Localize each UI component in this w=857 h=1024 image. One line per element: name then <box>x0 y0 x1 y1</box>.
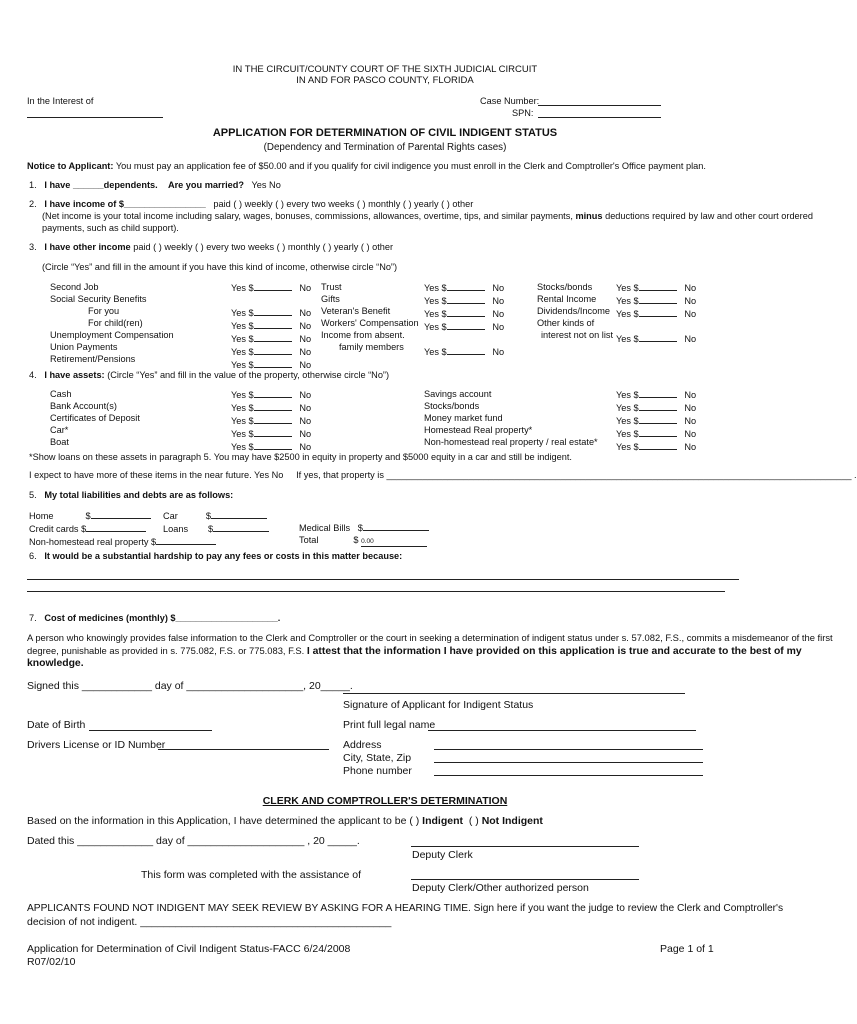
asset-money-market: Money market fund <box>424 413 503 423</box>
income-frequency[interactable]: paid ( ) weekly ( ) every two weeks ( ) monthly ( ) yearly ( ) other <box>213 199 474 209</box>
credit-label: Credit cards $ <box>29 524 87 534</box>
footer-revision: R07/02/10 <box>27 956 76 968</box>
assets-col2 <box>424 388 598 448</box>
amount-field[interactable] <box>447 307 485 317</box>
dollar-sign: $ <box>208 524 214 534</box>
yes-no-row[interactable] <box>424 281 504 294</box>
amount-field[interactable] <box>254 427 292 437</box>
yes-label[interactable]: Yes $ <box>616 309 639 319</box>
income-absent: Income from absent. <box>321 330 405 340</box>
no-label[interactable]: No <box>299 442 312 452</box>
city-label: City, State, Zip <box>343 752 412 764</box>
other-income-col3 <box>537 281 613 341</box>
income-unemployment: Unemployment Compensation <box>50 330 174 340</box>
item-5 <box>29 490 233 500</box>
assets-yesno-2 <box>616 388 696 453</box>
no-label[interactable]: No <box>492 347 505 357</box>
income-for-children: For child(ren) <box>88 318 143 328</box>
in-the-interest-label: In the Interest of <box>27 96 94 106</box>
dob-field[interactable] <box>89 730 212 731</box>
amount-field[interactable] <box>254 345 292 355</box>
dollar-sign: $ <box>357 523 363 533</box>
amount-field[interactable] <box>254 440 292 450</box>
case-number-label: Case Number: <box>480 96 540 106</box>
liabilities-col3 <box>299 521 429 547</box>
court-header <box>0 64 770 86</box>
yes-no-row[interactable] <box>424 294 504 307</box>
notice-label: Notice to Applicant: <box>27 161 114 171</box>
hardship-line-2[interactable] <box>27 591 725 592</box>
income-stocks: Stocks/bonds <box>537 282 593 292</box>
dob-label: Date of Birth <box>27 719 86 731</box>
assistance-label: This form was completed with the assistance of <box>141 869 362 881</box>
no-label[interactable]: No <box>492 322 505 332</box>
amount-field[interactable] <box>254 358 292 368</box>
income-rental: Rental Income <box>537 294 597 304</box>
no-label[interactable]: No <box>684 283 697 293</box>
spn-label: SPN: <box>512 108 534 118</box>
item-6 <box>29 551 402 561</box>
asset-bank: Bank Account(s) <box>50 401 117 411</box>
no-label[interactable]: No <box>684 296 697 306</box>
item-1 <box>29 180 281 190</box>
assets-label: I have assets: <box>44 370 105 380</box>
no-label[interactable]: No <box>684 390 697 400</box>
amount-field[interactable] <box>254 388 292 398</box>
item-5-num: 5. <box>29 490 37 500</box>
home-label: Home <box>29 511 54 521</box>
amount-field[interactable] <box>254 319 292 329</box>
phone-field[interactable] <box>434 775 703 776</box>
medical-label: Medical Bills <box>299 523 351 533</box>
no-label[interactable]: No <box>299 334 312 344</box>
yes-no-row[interactable] <box>616 294 696 307</box>
license-field[interactable] <box>158 749 329 750</box>
income-for-you: For you <box>88 306 120 316</box>
liability-nonhome[interactable] <box>29 535 216 548</box>
amount-field[interactable] <box>363 521 429 531</box>
expect-property-field[interactable]: If yes, that property is ___________________________________________________________________________________________ . <box>296 470 857 480</box>
deputy-other-line[interactable] <box>411 879 639 880</box>
no-label[interactable]: No <box>299 283 312 293</box>
yes-label[interactable]: Yes $ <box>231 347 254 357</box>
no-label[interactable]: No <box>684 429 697 439</box>
other-income-label: I have other income <box>44 242 131 252</box>
income-retirement: Retirement/Pensions <box>50 354 136 364</box>
yes-label[interactable]: Yes $ <box>616 416 639 426</box>
attest-statement: I attest that the information I have provided on this application is true and accurate to the best of my <box>306 646 802 657</box>
yes-label[interactable]: Yes $ <box>231 334 254 344</box>
yes-no-row[interactable] <box>616 281 696 294</box>
no-label[interactable]: No <box>299 360 312 370</box>
income-gifts: Gifts <box>321 294 340 304</box>
liability-car[interactable] <box>163 509 269 522</box>
form-subtitle: (Dependency and Termination of Parental Rights cases) <box>263 142 507 153</box>
review-line2[interactable]: decision of not indigent. ___________________________________________ <box>27 916 392 928</box>
yes-no-row[interactable] <box>424 320 504 333</box>
yes-label[interactable]: Yes $ <box>424 322 447 332</box>
no-label[interactable]: No <box>684 403 697 413</box>
yes-label[interactable]: Yes $ <box>616 283 639 293</box>
income-interest: interest not on list <box>541 330 614 340</box>
no-label[interactable]: No <box>684 442 697 452</box>
medicine-cost-label[interactable]: Cost of medicines (monthly) $____________________. <box>44 613 281 623</box>
item-1-num: 1. <box>29 180 37 190</box>
no-label[interactable]: No <box>299 390 312 400</box>
yes-no-row[interactable] <box>231 414 311 427</box>
clerk-heading: CLERK AND COMPTROLLER'S DETERMINATION <box>262 795 508 807</box>
case-number-field[interactable] <box>538 105 661 106</box>
other-income-frequency[interactable]: paid ( ) weekly ( ) every two weeks ( ) monthly ( ) yearly ( ) other <box>133 242 394 252</box>
yes-no-row[interactable] <box>424 307 504 320</box>
married-options[interactable]: Yes No <box>251 180 281 190</box>
yes-label[interactable]: Yes $ <box>424 296 447 306</box>
liability-loans[interactable] <box>163 522 269 535</box>
income-dividends: Dividends/Income <box>537 306 611 316</box>
assets-col1 <box>50 388 140 448</box>
amount-field[interactable] <box>211 509 267 519</box>
income-veterans: Veteran's Benefit <box>321 306 391 316</box>
no-label[interactable]: No <box>684 309 697 319</box>
no-label[interactable]: No <box>684 334 697 344</box>
asset-car: Car* <box>50 425 69 435</box>
other-income-note: (Circle “Yes” and fill in the amount if you have this kind of income, otherwise circle “No”) <box>42 262 398 272</box>
spn-field[interactable] <box>538 117 661 118</box>
item-2 <box>29 199 473 209</box>
indigent-option[interactable]: Indigent <box>422 815 463 827</box>
assets-yesno-1 <box>231 388 311 453</box>
item-3 <box>29 242 393 252</box>
form-title: APPLICATION FOR DETERMINATION OF CIVIL INDIGENT STATUS <box>212 127 558 139</box>
total-label: Total <box>299 535 319 545</box>
amount-field[interactable] <box>639 388 677 398</box>
yes-label[interactable]: Yes $ <box>231 360 254 370</box>
no-label[interactable]: No <box>299 321 312 331</box>
other-income-col2 <box>321 281 419 353</box>
amount-field[interactable] <box>639 332 677 342</box>
yes-no-row[interactable] <box>616 414 696 427</box>
yes-label[interactable]: Yes $ <box>231 416 254 426</box>
print-name-label: Print full legal name <box>343 719 436 731</box>
asset-homestead: Homestead Real property* <box>424 425 533 435</box>
amount-field[interactable] <box>447 320 485 330</box>
yes-label[interactable]: Yes $ <box>424 309 447 319</box>
amount-field[interactable] <box>254 332 292 342</box>
income-note-2: payments, such as child support). <box>42 223 179 233</box>
amount-field[interactable] <box>639 440 677 450</box>
deputy-other-label: Deputy Clerk/Other authorized person <box>412 882 589 894</box>
income-note-minus: minus <box>575 211 603 221</box>
yes-label[interactable]: Yes $ <box>616 442 639 452</box>
amount-field[interactable] <box>156 535 216 545</box>
yes-no-row[interactable] <box>616 401 696 414</box>
no-label[interactable]: No <box>492 296 505 306</box>
show-loans-note: *Show loans on these assets in paragraph 5. You may have $2500 in equity in property and $5000 equity in a car and still be indigent. <box>29 452 572 462</box>
notice-text: You must pay an application fee of $50.00 and if you qualify for civil indigence you must enroll in the Clerk and Comptroller's Office payment plan. <box>115 161 706 171</box>
hardship-label: It would be a substantial hardship to pay any fees or costs in this matter because: <box>44 551 403 561</box>
income-workers-comp: Workers' Compensation <box>321 318 419 328</box>
no-label[interactable]: No <box>299 416 312 426</box>
yes-no-row[interactable] <box>616 332 696 345</box>
no-label[interactable]: No <box>684 416 697 426</box>
dollar-sign: $ <box>205 511 211 521</box>
income-trust: Trust <box>321 282 342 292</box>
yes-no-row[interactable] <box>424 345 504 358</box>
liability-total <box>299 534 429 547</box>
liabilities-col2 <box>163 509 269 535</box>
review-line1: APPLICANTS FOUND NOT INDIGENT MAY SEEK REVIEW BY ASKING FOR A HEARING TIME. Sign here if you want the judge to review the Clerk and Comptroller's <box>27 903 784 914</box>
yes-label[interactable]: Yes $ <box>231 321 254 331</box>
asset-stocks: Stocks/bonds <box>424 401 480 411</box>
amount-field[interactable] <box>447 294 485 304</box>
yes-label[interactable]: Yes $ <box>424 347 447 357</box>
asset-cash: Cash <box>50 389 72 399</box>
city-field[interactable] <box>434 762 703 763</box>
signed-this-row[interactable]: Signed this ____________ day of ____________________, 20_____. <box>27 680 353 692</box>
no-label[interactable]: No <box>492 283 505 293</box>
loans-label: Loans <box>163 524 189 534</box>
asset-boat: Boat <box>50 437 69 447</box>
yes-no-row[interactable] <box>231 306 311 319</box>
asset-non-homestead: Non-homestead real property / real estate* <box>424 437 598 447</box>
amount-field[interactable] <box>639 281 677 291</box>
amount-field[interactable] <box>639 401 677 411</box>
yes-no-row[interactable] <box>231 401 311 414</box>
not-indigent-option[interactable]: Not Indigent <box>481 815 543 827</box>
no-label[interactable]: No <box>299 403 312 413</box>
print-name-field[interactable] <box>428 730 696 731</box>
income-second-job: Second Job <box>50 282 99 292</box>
yes-no-row[interactable] <box>231 281 311 294</box>
no-label[interactable]: No <box>299 347 312 357</box>
income-other-kinds: Other kinds of <box>537 318 595 328</box>
yes-label[interactable]: Yes $ <box>424 283 447 293</box>
amount-field[interactable] <box>91 509 151 519</box>
amount-field[interactable] <box>254 281 292 291</box>
applicant-signature-label: Signature of Applicant for Indigent Status <box>343 699 534 711</box>
income-family: family members <box>339 342 404 352</box>
yes-label[interactable]: Yes $ <box>231 403 254 413</box>
married-question: Are you married? <box>167 180 245 190</box>
assets-note: (Circle “Yes” and fill in the value of the property, otherwise circle “No”) <box>107 370 390 380</box>
footer-form-id: Application for Determination of Civil Indigent Status-FACC 6/24/2008 <box>27 943 351 955</box>
yes-no-row[interactable] <box>616 307 696 320</box>
amount-field[interactable] <box>639 307 677 317</box>
yes-no-row[interactable] <box>231 345 311 358</box>
asset-savings: Savings account <box>424 389 492 399</box>
court-header-line2: IN AND FOR PASCO COUNTY, FLORIDA <box>296 75 474 86</box>
item-6-num: 6. <box>29 551 37 561</box>
determination-text: Based on the information in this Application, I have determined the applicant to be ( ) <box>27 815 420 827</box>
yes-label[interactable]: Yes $ <box>616 334 639 344</box>
yes-no-row[interactable] <box>616 388 696 401</box>
attest-line2 <box>27 645 802 657</box>
amount-field[interactable] <box>254 306 292 316</box>
deputy-clerk-line[interactable] <box>411 846 639 847</box>
amount-field[interactable] <box>213 522 269 532</box>
license-label: Drivers License or ID Number <box>27 739 166 751</box>
no-label[interactable]: No <box>492 309 505 319</box>
notice <box>27 161 706 171</box>
address-label: Address <box>343 739 382 751</box>
expect-more-row[interactable] <box>29 470 857 480</box>
hardship-line-1[interactable] <box>27 579 739 580</box>
clerk-determination-row[interactable] <box>27 815 543 827</box>
liability-medical[interactable] <box>299 521 429 534</box>
interest-name-field[interactable] <box>27 117 163 118</box>
amount-field[interactable] <box>639 427 677 437</box>
yes-label[interactable]: Yes $ <box>231 390 254 400</box>
item-2-num: 2. <box>29 199 37 209</box>
liabilities-label: My total liabilities and debts are as follows: <box>44 490 234 500</box>
amount-field[interactable] <box>254 414 292 424</box>
asset-cd: Certificates of Deposit <box>50 413 140 423</box>
yes-label[interactable]: Yes $ <box>231 442 254 452</box>
no-label[interactable]: No <box>299 308 312 318</box>
yes-label[interactable]: Yes $ <box>616 429 639 439</box>
not-indigent-checkbox[interactable]: ( ) <box>468 815 479 827</box>
yes-label[interactable]: Yes $ <box>616 296 639 306</box>
address-field[interactable] <box>434 749 703 750</box>
deputy-clerk-label: Deputy Clerk <box>412 849 473 861</box>
amount-field[interactable] <box>86 522 146 532</box>
nonhome-label: Non-homestead real property $ <box>29 537 157 547</box>
no-label[interactable]: No <box>299 429 312 439</box>
other-income-col1 <box>50 281 174 365</box>
attest-line2a: degree, punishable as provided in s. 775.082, F.S. or 775.083, F.S. <box>27 645 305 656</box>
income-note-c: deductions required by law and other court ordered <box>605 211 813 221</box>
amount-field[interactable] <box>447 345 485 355</box>
yes-label[interactable]: Yes $ <box>616 403 639 413</box>
amount-field[interactable] <box>447 281 485 291</box>
footer-left <box>27 943 350 969</box>
yes-label[interactable]: Yes $ <box>231 283 254 293</box>
attest-knowledge: knowledge. <box>27 658 84 669</box>
income-union: Union Payments <box>50 342 118 352</box>
other-income-yesno-2 <box>424 281 504 358</box>
yes-no-row[interactable] <box>616 440 696 453</box>
amount-field[interactable] <box>639 414 677 424</box>
other-income-yesno-3 <box>616 281 696 345</box>
applicant-signature-line[interactable] <box>343 693 685 694</box>
dollar-sign: $ <box>85 511 91 521</box>
other-income-yesno-1 <box>231 281 311 371</box>
income-note-a: (Net income is your total income including salary, wages, bonuses, commissions, allowances, overtime, tips, and similar payments, <box>42 211 573 221</box>
yes-no-row[interactable] <box>231 427 311 440</box>
yes-no-row[interactable] <box>231 319 311 332</box>
court-header-line1: IN THE CIRCUIT/COUNTY COURT OF THE SIXTH JUDICIAL CIRCUIT <box>232 64 538 75</box>
yes-label[interactable]: Yes $ <box>616 390 639 400</box>
page-number: Page 1 of 1 <box>660 943 714 955</box>
income-social-security: Social Security Benefits <box>50 294 147 304</box>
item-7 <box>29 613 280 623</box>
dependents-label: I have ______dependents. <box>44 180 158 190</box>
dated-row[interactable]: Dated this _____________ day of ____________________ , 20 _____. <box>27 835 360 847</box>
yes-no-row[interactable] <box>616 427 696 440</box>
income-label[interactable]: I have income of $________________ <box>44 199 206 209</box>
amount-field[interactable] <box>254 401 292 411</box>
item-3-num: 3. <box>29 242 37 252</box>
yes-label[interactable]: Yes $ <box>231 308 254 318</box>
item-7-num: 7. <box>29 613 37 623</box>
yes-no-row[interactable] <box>231 388 311 401</box>
income-note-1 <box>42 211 813 221</box>
yes-no-row[interactable] <box>231 332 311 345</box>
dollar-sign: $ <box>353 535 359 545</box>
attest-line1: A person who knowingly provides false information to the Clerk and Comptroller or the court in seeking a determination of indigent status under s. 57.082, F.S., commits a misdemeanor of the first <box>27 632 833 643</box>
item-4-num: 4. <box>29 370 37 380</box>
phone-label: Phone number <box>343 765 412 777</box>
yes-label[interactable]: Yes $ <box>231 429 254 439</box>
item-4 <box>29 370 389 380</box>
total-value: 0.00 <box>361 537 427 547</box>
expect-more-question[interactable]: I expect to have more of these items in the near future. Yes No <box>29 470 284 480</box>
amount-field[interactable] <box>639 294 677 304</box>
car-label: Car <box>163 511 178 521</box>
